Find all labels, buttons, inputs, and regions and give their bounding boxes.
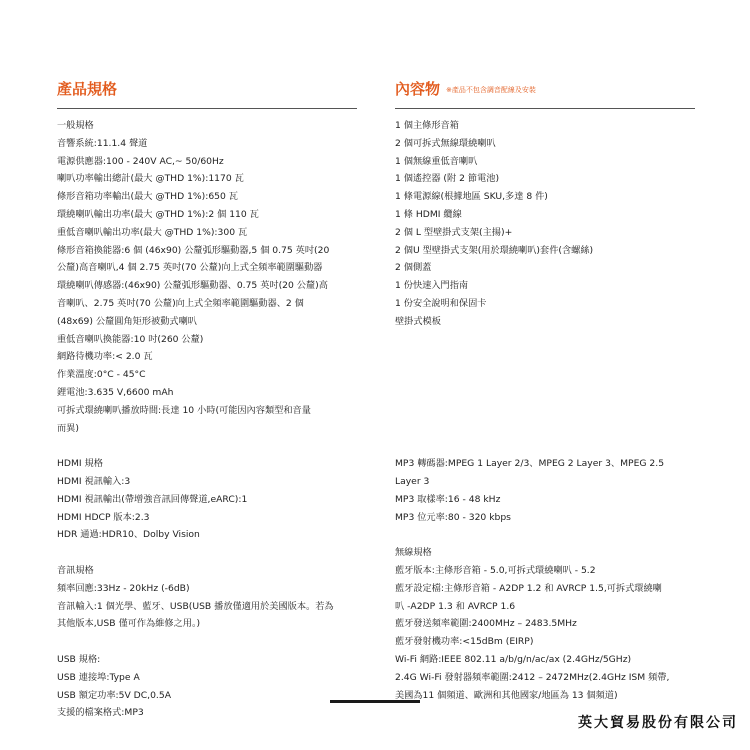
contents-divider [395, 108, 695, 109]
spec-list [57, 117, 357, 722]
contents-line: 壁掛式模板 [395, 315, 441, 327]
contents-line: 2 個 L 型壁掛式支架(主揚)+ [395, 226, 513, 238]
spec-divider [57, 108, 357, 109]
spacer [395, 366, 695, 384]
contents-line: 1 條電源線(根據地區 SKU,多達 8 件) [395, 191, 548, 203]
contents-line: 1 份快速入門指南 [395, 280, 469, 292]
contents-line: Layer 3 [395, 475, 430, 487]
spec-line: USB 規格: [57, 653, 101, 665]
contents-line: 1 個遙控器 (附 2 節電池) [395, 173, 500, 185]
spacer [395, 348, 695, 366]
spec-line: 環繞喇叭傳感器:(46x90) 公釐弧形驅動器、0.75 英吋(20 公釐)高 [57, 280, 328, 292]
spec-line: (48x69) 公釐圓角矩形被動式喇叭 [57, 315, 197, 327]
contents-line: 藍牙設定檔:主條形音箱 - A2DP 1.2 和 AVRCP 1.5,可拆式環繞喇 [395, 582, 662, 594]
spec-line: 支援的檔案格式:MP3 [57, 707, 144, 719]
contents-line: 2.4G Wi-Fi 發射器頻率範圍:2412 – 2472MHz(2.4GHz ISM 頻帶, [395, 671, 670, 683]
spec-line: 網路待機功率:< 2.0 瓦 [57, 351, 153, 363]
company-name: 英大貿易股份有限公司 [578, 715, 738, 731]
spec-line: 頻率回應:33Hz - 20kHz (-6dB) [57, 582, 190, 594]
spec-line: USB 連接埠:Type A [57, 671, 140, 683]
contents-line: MP3 轉碼器:MPEG 1 Layer 2/3、MPEG 2 Layer 3、MPEG 2.5 [395, 458, 665, 470]
contents-section [395, 78, 695, 704]
spec-line: USB 額定功率:5V DC,0.5A [57, 689, 171, 701]
spec-line: HDMI 視訊輸出(帶增強音訊回傳聲道,eARC):1 [57, 493, 248, 505]
contents-line: 叭 -A2DP 1.3 和 AVRCP 1.6 [395, 600, 516, 612]
spec-line: 其他版本,USB 僅可作為維修之用。) [57, 618, 201, 630]
spec-line: HDMI 視訊輸入:3 [57, 475, 131, 487]
contents-line: 藍牙發送頻率範圍:2400MHz – 2483.5MHz [395, 618, 577, 630]
spec-heading: 產品規格 [57, 80, 118, 98]
spacer [395, 526, 695, 544]
spacer [395, 384, 695, 402]
spec-line: 音響系統:11.1.4 聲道 [57, 137, 148, 149]
contents-line: MP3 位元率:80 - 320 kbps [395, 511, 511, 523]
contents-line: 1 條 HDMI 纜線 [395, 208, 462, 220]
spec-line: 音訊規格 [57, 564, 94, 576]
spec-line: 條形音箱功率輸出(最大 @THD 1%):650 瓦 [57, 191, 238, 203]
contents-line: Wi-Fi 網路:IEEE 802.11 a/b/g/n/ac/ax (2.4GHz/5GHz) [395, 653, 632, 665]
spec-line: 音訊輸入:1 個光學、藍牙、USB(USB 播放僅適用於美國版本。若為 [57, 600, 334, 612]
contents-list [395, 117, 695, 704]
contents-line: 藍牙發射機功率:<15dBm (EIRP) [395, 636, 534, 648]
contents-note: ※產品不包含調音配線及安裝 [446, 85, 536, 94]
contents-line: 1 份安全說明和保固卡 [395, 297, 487, 309]
spec-line: 一般規格 [57, 120, 94, 131]
spec-line: 可拆式環繞喇叭播放時間:長達 10 小時(可能因內容類型和音量 [57, 404, 311, 416]
contents-title: 內容物 [395, 80, 441, 98]
spec-line: 電源供應器:100 - 240V AC,~ 50/60Hz [57, 155, 224, 167]
contents-line: 2 個側蓋 [395, 262, 432, 274]
spacer [395, 420, 695, 438]
spacer [395, 402, 695, 420]
contents-line: 美國為11 個頻道、歐洲和其他國家/地區為 13 個頻道) [395, 689, 618, 701]
contents-line: 2 個U 型壁掛式支架(用於環繞喇叭)套件(含螺絲) [395, 244, 594, 256]
spec-line: 鋰電池:3.635 V,6600 mAh [57, 386, 174, 398]
contents-line: 2 個可拆式無線環繞喇叭 [395, 137, 496, 149]
product-spec-section [57, 78, 357, 722]
spacer [57, 633, 357, 651]
contents-line: MP3 取樣率:16 - 48 kHz [395, 493, 501, 505]
spacer [395, 437, 695, 455]
page-indicator-bar [330, 700, 420, 703]
spacer [395, 331, 695, 349]
spec-line: 而異) [57, 422, 79, 434]
spec-line: 環繞喇叭輸出功率(最大 @THD 1%):2 個 110 瓦 [57, 208, 259, 220]
contents-heading [395, 78, 695, 100]
spec-line: 音喇叭、2.75 英吋(70 公釐)向上式全頻率範圍驅動器、2 個 [57, 297, 304, 309]
spec-line: 作業溫度:0°C - 45°C [57, 369, 146, 381]
spec-line: 條形音箱換能器:6 個 (46x90) 公釐弧形驅動器,5 個 0.75 英吋(20 [57, 244, 330, 256]
spec-line: 重低音喇叭輸出功率(最大 @THD 1%):300 瓦 [57, 226, 248, 238]
spec-line: 重低音喇叭換能器:10 吋(260 公釐) [57, 333, 204, 345]
spacer [57, 437, 357, 455]
spec-line: 公釐)高音喇叭,4 個 2.75 英吋(70 公釐)向上式全頻率範圍驅動器 [57, 262, 323, 274]
spec-line: HDR 通過:HDR10、Dolby Vision [57, 529, 200, 541]
spec-line: 喇叭功率輸出總計(最大 @THD 1%):1170 瓦 [57, 173, 244, 185]
spec-line: HDMI 規格 [57, 458, 103, 470]
contents-line: 1 個無線重低音喇叭 [395, 155, 478, 167]
contents-line: 藍牙版本:主條形音箱 - 5.0,可拆式環繞喇叭 - 5.2 [395, 564, 596, 576]
contents-line: 無線規格 [395, 547, 432, 559]
contents-line: 1 個主條形音箱 [395, 120, 459, 131]
spacer [57, 544, 357, 562]
spec-line: HDMI HDCP 版本:2.3 [57, 511, 150, 523]
